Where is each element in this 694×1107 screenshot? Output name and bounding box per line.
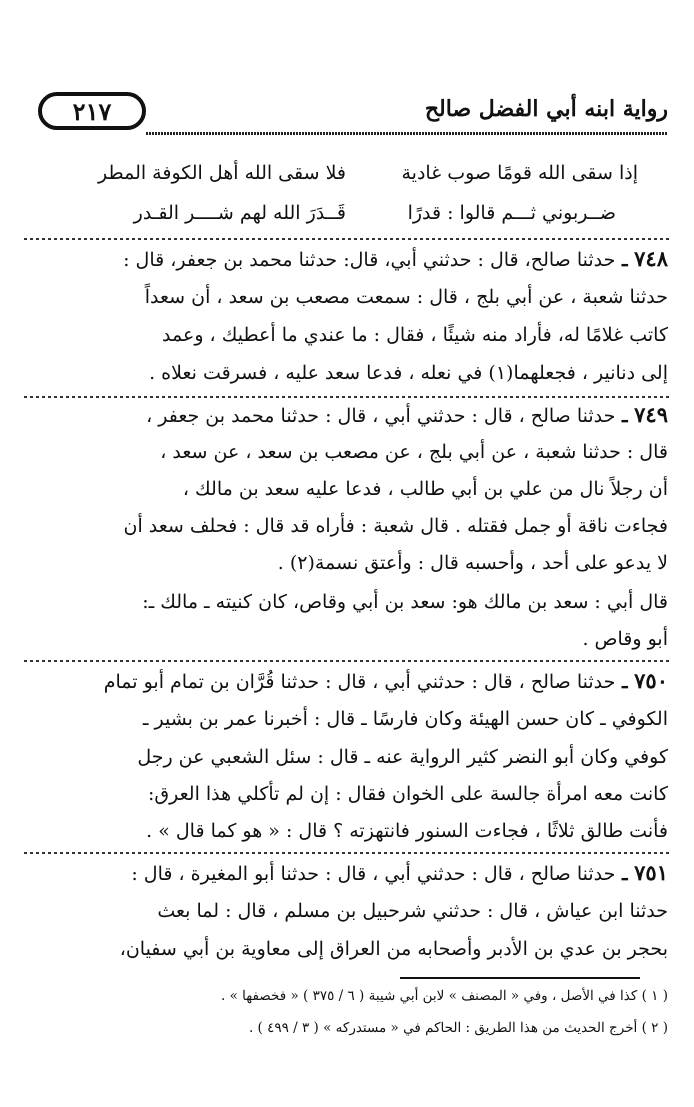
hadith-751-line-2: حدثنا ابن عياش ، قال : حدثني شرحبيل بن مسلم ، قال : لما بعث	[157, 900, 668, 922]
hadith-number: ٧٥١	[634, 860, 668, 885]
verse-2-second-hemistich: قَــدَرَ الله لهم شــــر القـدر	[133, 202, 346, 224]
hadith-749-line-2: قال : حدثنا شعبة ، عن أبي بلج ، عن مصعب بن سعد ، عن سعد ،	[160, 441, 668, 463]
hadith-number: ٧٤٩	[634, 402, 668, 427]
section-divider	[24, 660, 670, 662]
hadith-750-line-1: ٧٥٠ ـ حدثنا صالح ، قال : حدثني أبي ، قال : حدثنا قُرَّان بن تمام أبو تمام	[103, 668, 668, 693]
hadith-751-line-3: بحجر بن عدي بن الأدبر وأصحابه من العراق إلى معاوية بن أبي سفيان،	[119, 938, 668, 960]
section-divider	[24, 852, 670, 854]
section-divider	[24, 396, 670, 398]
hadith-number: ٧٤٨	[634, 246, 668, 271]
running-title: رواية ابنه أبي الفضل صالح	[424, 96, 668, 122]
hadith-750-line-2: الكوفي ـ كان حسن الهيئة وكان فارسًا ـ قال : أخبرنا عمر بن بشير ـ	[142, 708, 668, 730]
hadith-749-line-5: لا يدعو على أحد ، وأحسبه قال : وأعتق نسمة(٢) .	[277, 552, 668, 574]
footnote-rule	[400, 977, 640, 979]
hadith-750-line-4: كانت معه امرأة جالسة على الخوان فقال : إن لم تأكلي هذا العرق:	[148, 783, 668, 805]
header-rule	[146, 132, 668, 135]
hadith-748-line-3: كاتب غلامًا له، فأراد منه شيئًا ، فقال : ما عندي ما أعطيك ، وعمد	[162, 324, 668, 346]
hadith-748-line-1: ٧٤٨ ـ حدثنا صالح، قال : حدثني أبي، قال: حدثنا محمد بن جعفر، قال :	[123, 246, 668, 271]
verse-2-first-hemistich: ضــربوني ثـــم قالوا : قدرًا	[407, 202, 616, 224]
verse-1-first-hemistich: إذا سقى الله قومًا صوب غادية	[401, 162, 638, 184]
hadith-751-line-1: ٧٥١ ـ حدثنا صالح ، قال : حدثني أبي ، قال : حدثنا أبو المغيرة ، قال :	[131, 860, 668, 885]
hadith-749-line-1: ٧٤٩ ـ حدثنا صالح ، قال : حدثني أبي ، قال : حدثنا محمد بن جعفر ،	[146, 402, 668, 427]
section-divider	[24, 238, 670, 240]
hadith-number: ٧٥٠	[634, 668, 668, 693]
hadith-748-line-4: إلى دنانير ، فجعلهما(١) في نعله ، فدعا سعد عليه ، فسرقت نعلاه .	[149, 362, 668, 384]
footnote-2: ( ٢ ) أخرج الحديث من هذا الطريق : الحاكم في « مستدركه » ( ٣ / ٤٩٩ ) .	[248, 1020, 668, 1036]
hadith-749-line-3: أن رجلاً نال من علي بن أبي طالب ، فدعا عليه سعد بن مالك ،	[182, 478, 668, 500]
page-header	[28, 92, 668, 134]
hadith-749-line-4: فجاءت ناقة أو جمل فقتله . قال شعبة : فأراه قد قال : فحلف سعد أن	[123, 515, 668, 537]
hadith-750-line-5: فأنت طالق ثلاثًا ، فجاءت السنور فانتهزته ؟ قال : « هو كما قال » .	[146, 820, 668, 842]
hadith-749-line-7: أبو وقاص .	[582, 628, 668, 650]
hadith-750-line-3: كوفي وكان أبو النضر كثير الرواية عنه ـ قال : سئل الشعبي عن رجل	[137, 746, 668, 768]
hadith-749-line-6: قال أبي : سعد بن مالك هو: سعد بن أبي وقاص، كان كنيته ـ مالك ـ:	[142, 591, 668, 613]
page-number: ٢١٧	[38, 92, 146, 130]
hadith-748-line-2: حدثنا شعبة ، عن أبي بلج ، قال : سمعت مصعب بن سعد ، أن سعداً	[144, 286, 668, 308]
verse-1-second-hemistich: فلا سقى الله أهل الكوفة المطر	[98, 162, 346, 184]
footnote-1: ( ١ ) كذا في الأصل ، وفي « المصنف » لابن أبي شيبة ( ٦ / ٣٧٥ ) « فخصفها » .	[220, 988, 668, 1004]
